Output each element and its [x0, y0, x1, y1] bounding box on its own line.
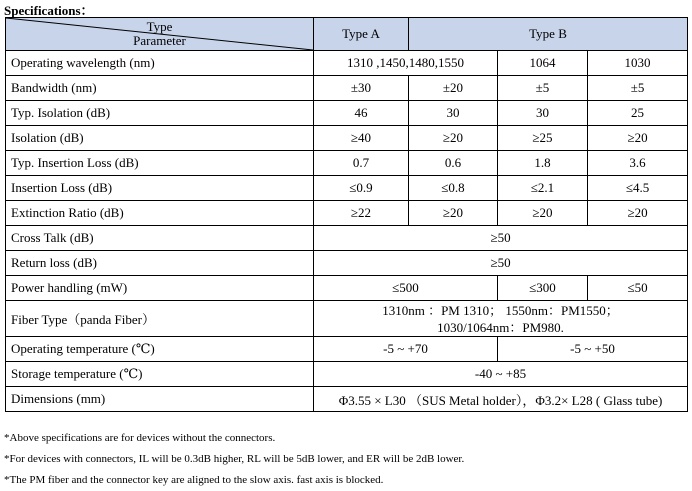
table-row — [6, 151, 688, 176]
table-cell: ≤50 — [588, 276, 688, 301]
table-cell: ≥20 — [588, 126, 688, 151]
row-label: Cross Talk (dB) — [6, 226, 314, 251]
table-cell: ≤2.1 — [498, 176, 588, 201]
row-label: Typ. Insertion Loss (dB) — [6, 151, 314, 176]
table-row — [6, 126, 688, 151]
table-cell: 1064 — [498, 51, 588, 76]
row-label: Fiber Type（panda Fiber） — [6, 301, 314, 337]
table-row — [6, 301, 688, 337]
page-title: Specifications： — [4, 3, 94, 18]
specifications-table — [5, 17, 688, 412]
table-row — [6, 387, 688, 412]
row-label: Operating wavelength (nm) — [6, 51, 314, 76]
table-header-row — [6, 18, 688, 51]
table-cell: ≥50 — [314, 251, 688, 276]
table-cell: ≥20 — [498, 201, 588, 226]
type-header-label: Type — [146, 19, 173, 34]
parameter-header-label: Parameter — [133, 33, 186, 48]
row-label: Insertion Loss (dB) — [6, 176, 314, 201]
table-cell — [314, 301, 688, 337]
table-cell: ≤0.8 — [409, 176, 498, 201]
table-cell: 1.8 — [498, 151, 588, 176]
table-cell: ≥20 — [409, 201, 498, 226]
footnote: *For devices with connectors, IL will be 0.3dB higher, RL will be 5dB lower, and ER will be 2dB lower. — [4, 453, 465, 465]
table-cell: ±5 — [498, 76, 588, 101]
type-a-header: Type A — [314, 18, 409, 51]
table-cell: 30 — [409, 101, 498, 126]
table-cell: ≤500 — [314, 276, 498, 301]
table-cell: ≥20 — [588, 201, 688, 226]
row-label: Operating temperature (℃) — [6, 337, 314, 362]
table-cell: ≤0.9 — [314, 176, 409, 201]
table-cell: ≥20 — [409, 126, 498, 151]
row-label: Dimensions (mm) — [6, 387, 314, 412]
table-cell: ≤300 — [498, 276, 588, 301]
row-label: Isolation (dB) — [6, 126, 314, 151]
table-row — [6, 251, 688, 276]
table-cell: ±20 — [409, 76, 498, 101]
row-label: Typ. Isolation (dB) — [6, 101, 314, 126]
fiber-line-2: 1030/1064nm：PM980. — [437, 319, 564, 335]
table-cell: 30 — [498, 101, 588, 126]
row-label: Storage temperature (℃) — [6, 362, 314, 387]
table-cell: 46 — [314, 101, 409, 126]
fiber-line-1: 1310nm ：PM 1310； 1550nm：PM1550； — [382, 302, 619, 318]
table-cell: ≥22 — [314, 201, 409, 226]
table-cell: ≤4.5 — [588, 176, 688, 201]
table-cell: ≥40 — [314, 126, 409, 151]
table-cell: Φ3.55 × L30 （SUS Metal holder），Φ3.2× L28 ( Glass tube) — [314, 387, 688, 412]
footnote: *The PM fiber and the connector key are aligned to the slow axis. fast axis is blocked. — [4, 474, 384, 486]
table-cell: ±5 — [588, 76, 688, 101]
table-cell: 3.6 — [588, 151, 688, 176]
table-cell: 1310 ,1450,1480,1550 — [314, 51, 498, 76]
table-row — [6, 101, 688, 126]
table-cell: 25 — [588, 101, 688, 126]
footnote: *Above specifications are for devices without the connectors. — [4, 432, 276, 444]
table-cell: -5 ~ +50 — [498, 337, 688, 362]
table-row — [6, 226, 688, 251]
table-row — [6, 276, 688, 301]
row-label: Bandwidth (nm) — [6, 76, 314, 101]
table-cell: 0.6 — [409, 151, 498, 176]
table-cell: ±30 — [314, 76, 409, 101]
table-cell: -5 ~ +70 — [314, 337, 498, 362]
table-cell: 0.7 — [314, 151, 409, 176]
type-parameter-header — [6, 18, 314, 51]
table-cell: -40 ~ +85 — [314, 362, 688, 387]
table-row — [6, 337, 688, 362]
table-row — [6, 201, 688, 226]
table-row — [6, 176, 688, 201]
footnotes — [4, 428, 464, 491]
table-cell: 1030 — [588, 51, 688, 76]
row-label: Power handling (mW) — [6, 276, 314, 301]
table-row — [6, 362, 688, 387]
row-label: Return loss (dB) — [6, 251, 314, 276]
table-row — [6, 76, 688, 101]
table-cell: ≥50 — [314, 226, 688, 251]
row-label: Extinction Ratio (dB) — [6, 201, 314, 226]
type-b-header: Type B — [409, 18, 688, 51]
table-cell: ≥25 — [498, 126, 588, 151]
table-row — [6, 51, 688, 76]
